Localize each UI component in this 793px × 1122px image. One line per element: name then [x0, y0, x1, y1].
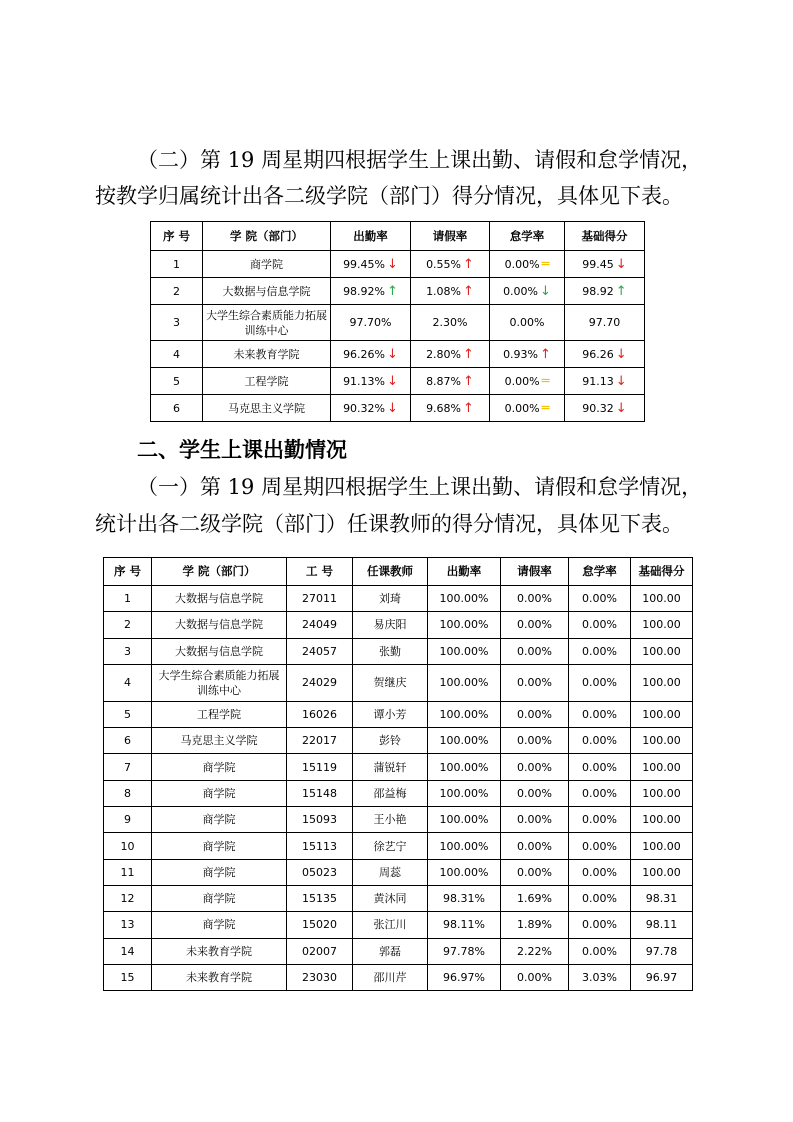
arrow-up-icon: ↑ [463, 256, 474, 272]
row-absence: 0.00% [569, 833, 631, 859]
col-header-college: 学 院（部门） [152, 558, 287, 586]
arrow-down-icon: ↓ [615, 373, 627, 389]
arrow-up-icon: ↑ [463, 346, 474, 362]
row-teacher: 徐艺宁 [353, 833, 428, 859]
row-absence: 0.00% [569, 728, 631, 754]
table-row [151, 368, 645, 395]
row-attendance [331, 341, 411, 368]
col-header-score: 基础得分 [565, 222, 645, 251]
row-score [565, 341, 645, 368]
row-absence: 0.00% [569, 612, 631, 638]
college-score-table [150, 221, 645, 422]
score-value: 91.13 [582, 374, 614, 388]
arrow-down-icon: ↓ [387, 373, 398, 389]
teacher-table-header-row [104, 558, 693, 586]
row-no: 11 [104, 859, 152, 885]
row-college: 商学院 [152, 833, 287, 859]
row-no: 13 [104, 912, 152, 938]
table-row [104, 807, 693, 833]
row-absence [490, 251, 565, 278]
row-score: 100.00 [631, 612, 693, 638]
row-attendance: 98.31% [428, 885, 501, 911]
leave-value: 9.68% [426, 401, 462, 415]
row-score: 98.11 [631, 912, 693, 938]
leave-value: 0.55% [426, 257, 462, 271]
attendance-value: 90.32% [343, 401, 386, 415]
section-heading: 二、学生上课出勤情况 [137, 438, 347, 462]
arrow-down-icon: ↓ [540, 283, 551, 299]
row-absence: 0.00% [569, 586, 631, 612]
table-row [104, 728, 693, 754]
row-college: 商学院 [152, 885, 287, 911]
equal-dash-icon: ═ [541, 373, 550, 389]
row-leave [411, 395, 490, 422]
col-header-id: 工 号 [287, 558, 353, 586]
arrow-down-icon: ↓ [387, 256, 398, 272]
table-row [104, 885, 693, 911]
col-header-leave: 请假率 [501, 558, 569, 586]
row-score: 100.00 [631, 638, 693, 664]
row-leave: 0.00% [501, 780, 569, 806]
intro-paragraph-line-1: （二）第 19 周星期四根据学生上课出勤、请假和怠学情况， [137, 148, 703, 172]
row-id: 15135 [287, 885, 353, 911]
row-id: 23030 [287, 964, 353, 990]
row-teacher: 蒲锐轩 [353, 754, 428, 780]
row-score: 100.00 [631, 701, 693, 727]
row-id: 15093 [287, 807, 353, 833]
equal-dash-icon: ═ [541, 256, 550, 272]
row-leave: 0.00% [501, 807, 569, 833]
table-row [104, 612, 693, 638]
table-row [104, 754, 693, 780]
row-absence: 0.00% [490, 305, 565, 341]
row-teacher: 邵川芹 [353, 964, 428, 990]
row-college: 大数据与信息学院 [203, 278, 331, 305]
row-leave: 0.00% [501, 701, 569, 727]
row-no: 1 [104, 586, 152, 612]
row-attendance: 100.00% [428, 807, 501, 833]
row-no: 10 [104, 833, 152, 859]
row-id: 05023 [287, 859, 353, 885]
absence-value: 0.00% [503, 284, 539, 298]
score-value: 99.45 [582, 257, 614, 271]
row-teacher: 彭铃 [353, 728, 428, 754]
row-teacher: 张江川 [353, 912, 428, 938]
row-id: 15113 [287, 833, 353, 859]
row-no: 8 [104, 780, 152, 806]
row-college: 大学生综合素质能力拓展训练中心 [203, 305, 331, 341]
row-college: 马克思主义学院 [203, 395, 331, 422]
arrow-down-icon: ↓ [387, 400, 398, 416]
row-college: 未来教育学院 [152, 938, 287, 964]
row-no: 6 [104, 728, 152, 754]
table-row [104, 912, 693, 938]
row-id: 16026 [287, 701, 353, 727]
row-college: 未来教育学院 [203, 341, 331, 368]
row-absence: 3.03% [569, 964, 631, 990]
row-id: 22017 [287, 728, 353, 754]
row-attendance: 100.00% [428, 754, 501, 780]
row-attendance: 100.00% [428, 612, 501, 638]
row-score: 98.31 [631, 885, 693, 911]
row-leave [411, 278, 490, 305]
row-college: 未来教育学院 [152, 964, 287, 990]
row-no: 2 [104, 612, 152, 638]
row-absence [490, 341, 565, 368]
row-teacher: 黄沐同 [353, 885, 428, 911]
row-absence: 0.00% [569, 638, 631, 664]
section2-paragraph-line-1: （一）第 19 周星期四根据学生上课出勤、请假和怠学情况， [137, 475, 703, 499]
table-row [104, 964, 693, 990]
row-no: 6 [151, 395, 203, 422]
row-score [565, 278, 645, 305]
row-id: 02007 [287, 938, 353, 964]
row-absence [490, 278, 565, 305]
col-header-absence: 怠学率 [569, 558, 631, 586]
row-score: 97.70 [565, 305, 645, 341]
row-leave: 1.89% [501, 912, 569, 938]
table-row [151, 395, 645, 422]
row-college: 工程学院 [152, 701, 287, 727]
leave-value: 1.08% [426, 284, 462, 298]
arrow-up-icon: ↑ [387, 283, 398, 299]
row-attendance: 100.00% [428, 638, 501, 664]
row-leave [411, 341, 490, 368]
table-row [104, 780, 693, 806]
arrow-up-icon: ↑ [540, 346, 551, 362]
row-score [565, 395, 645, 422]
row-college: 大数据与信息学院 [152, 612, 287, 638]
arrow-down-icon: ↓ [615, 256, 627, 272]
row-college: 工程学院 [203, 368, 331, 395]
col-header-leave: 请假率 [411, 222, 490, 251]
col-header-attendance: 出勤率 [428, 558, 501, 586]
row-leave [411, 368, 490, 395]
row-id: 15119 [287, 754, 353, 780]
table-row [104, 586, 693, 612]
row-score: 100.00 [631, 754, 693, 780]
row-leave: 0.00% [501, 833, 569, 859]
row-score: 100.00 [631, 859, 693, 885]
row-teacher: 邵益梅 [353, 780, 428, 806]
row-teacher: 张勤 [353, 638, 428, 664]
row-college: 商学院 [203, 251, 331, 278]
table-row [151, 251, 645, 278]
table-row [104, 701, 693, 727]
row-absence: 0.00% [569, 780, 631, 806]
row-absence: 0.00% [569, 938, 631, 964]
row-teacher: 周蕊 [353, 859, 428, 885]
row-attendance: 100.00% [428, 664, 501, 701]
row-no: 5 [104, 701, 152, 727]
row-attendance: 100.00% [428, 728, 501, 754]
table-row [104, 833, 693, 859]
row-leave: 2.30% [411, 305, 490, 341]
row-no: 3 [151, 305, 203, 341]
row-no: 15 [104, 964, 152, 990]
row-absence: 0.00% [569, 807, 631, 833]
row-score: 100.00 [631, 586, 693, 612]
row-college: 大学生综合素质能力拓展训练中心 [152, 664, 287, 701]
row-absence [490, 395, 565, 422]
col-header-teacher: 任课教师 [353, 558, 428, 586]
arrow-down-icon: ↓ [615, 346, 627, 362]
row-attendance: 100.00% [428, 859, 501, 885]
row-leave: 0.00% [501, 586, 569, 612]
row-leave: 1.69% [501, 885, 569, 911]
row-attendance: 97.78% [428, 938, 501, 964]
row-score: 100.00 [631, 664, 693, 701]
arrow-down-icon: ↓ [387, 346, 398, 362]
row-teacher: 郭磊 [353, 938, 428, 964]
row-leave: 0.00% [501, 638, 569, 664]
row-leave: 2.22% [501, 938, 569, 964]
row-college: 商学院 [152, 754, 287, 780]
row-score: 97.78 [631, 938, 693, 964]
score-value: 90.32 [582, 401, 614, 415]
row-id: 24057 [287, 638, 353, 664]
leave-value: 2.80% [426, 347, 462, 361]
attendance-value: 99.45% [343, 257, 386, 271]
col-header-no: 序 号 [151, 222, 203, 251]
table-row [151, 278, 645, 305]
equal-dash-icon: ═ [541, 400, 550, 416]
table-row [104, 664, 693, 701]
row-college: 大数据与信息学院 [152, 586, 287, 612]
row-score: 100.00 [631, 833, 693, 859]
row-no: 9 [104, 807, 152, 833]
attendance-value: 98.92% [343, 284, 386, 298]
row-no: 5 [151, 368, 203, 395]
row-leave: 0.00% [501, 964, 569, 990]
row-college: 商学院 [152, 912, 287, 938]
row-score: 100.00 [631, 780, 693, 806]
row-attendance: 98.11% [428, 912, 501, 938]
table-row [151, 305, 645, 341]
absence-value: 0.00% [504, 401, 540, 415]
row-score: 96.97 [631, 964, 693, 990]
intro-paragraph-line-2: 按教学归属统计出各二级学院（部门）得分情况，具体见下表。 [95, 184, 683, 208]
row-leave: 0.00% [501, 612, 569, 638]
row-id: 24049 [287, 612, 353, 638]
row-attendance [331, 251, 411, 278]
row-college: 马克思主义学院 [152, 728, 287, 754]
row-no: 14 [104, 938, 152, 964]
row-attendance: 100.00% [428, 780, 501, 806]
absence-value: 0.00% [504, 257, 540, 271]
col-header-score: 基础得分 [631, 558, 693, 586]
row-absence: 0.00% [569, 885, 631, 911]
col-header-attendance: 出勤率 [331, 222, 411, 251]
table-row [104, 638, 693, 664]
row-leave: 0.00% [501, 754, 569, 780]
row-teacher: 易庆阳 [353, 612, 428, 638]
table-row [151, 341, 645, 368]
row-no: 7 [104, 754, 152, 780]
arrow-up-icon: ↑ [463, 283, 474, 299]
row-teacher: 刘琦 [353, 586, 428, 612]
score-value: 98.92 [582, 284, 614, 298]
row-score: 100.00 [631, 728, 693, 754]
section2-paragraph-line-2: 统计出各二级学院（部门）任课教师的得分情况，具体见下表。 [95, 512, 683, 536]
row-no: 4 [151, 341, 203, 368]
row-attendance: 97.70% [331, 305, 411, 341]
row-no: 1 [151, 251, 203, 278]
row-id: 27011 [287, 586, 353, 612]
col-header-no: 序 号 [104, 558, 152, 586]
row-attendance: 100.00% [428, 586, 501, 612]
row-leave: 0.00% [501, 859, 569, 885]
arrow-up-icon: ↑ [615, 283, 627, 299]
row-attendance [331, 368, 411, 395]
arrow-down-icon: ↓ [615, 400, 627, 416]
row-no: 3 [104, 638, 152, 664]
row-no: 2 [151, 278, 203, 305]
leave-value: 8.87% [426, 374, 462, 388]
score-value: 96.26 [582, 347, 614, 361]
table-row [104, 938, 693, 964]
teacher-score-table [103, 557, 693, 991]
col-header-college: 学 院（部门） [203, 222, 331, 251]
row-absence: 0.00% [569, 912, 631, 938]
row-absence: 0.00% [569, 701, 631, 727]
college-table-header-row [151, 222, 645, 251]
attendance-value: 96.26% [343, 347, 386, 361]
row-id: 15148 [287, 780, 353, 806]
row-no: 4 [104, 664, 152, 701]
row-leave [411, 251, 490, 278]
row-teacher: 贺继庆 [353, 664, 428, 701]
row-attendance: 100.00% [428, 701, 501, 727]
row-teacher: 谭小芳 [353, 701, 428, 727]
row-college: 商学院 [152, 859, 287, 885]
row-college: 商学院 [152, 780, 287, 806]
row-college: 大数据与信息学院 [152, 638, 287, 664]
row-absence [490, 368, 565, 395]
row-attendance: 100.00% [428, 833, 501, 859]
arrow-up-icon: ↑ [463, 373, 474, 389]
row-leave: 0.00% [501, 728, 569, 754]
absence-value: 0.00% [504, 374, 540, 388]
row-absence: 0.00% [569, 664, 631, 701]
row-absence: 0.00% [569, 859, 631, 885]
row-score: 100.00 [631, 807, 693, 833]
row-score [565, 251, 645, 278]
row-attendance: 96.97% [428, 964, 501, 990]
row-id: 15020 [287, 912, 353, 938]
row-attendance [331, 395, 411, 422]
row-score [565, 368, 645, 395]
row-absence: 0.00% [569, 754, 631, 780]
arrow-up-icon: ↑ [463, 400, 474, 416]
col-header-absence: 怠学率 [490, 222, 565, 251]
row-attendance [331, 278, 411, 305]
row-leave: 0.00% [501, 664, 569, 701]
absence-value: 0.93% [503, 347, 539, 361]
row-teacher: 王小艳 [353, 807, 428, 833]
row-no: 12 [104, 885, 152, 911]
attendance-value: 91.13% [343, 374, 386, 388]
row-college: 商学院 [152, 807, 287, 833]
row-id: 24029 [287, 664, 353, 701]
table-row [104, 859, 693, 885]
